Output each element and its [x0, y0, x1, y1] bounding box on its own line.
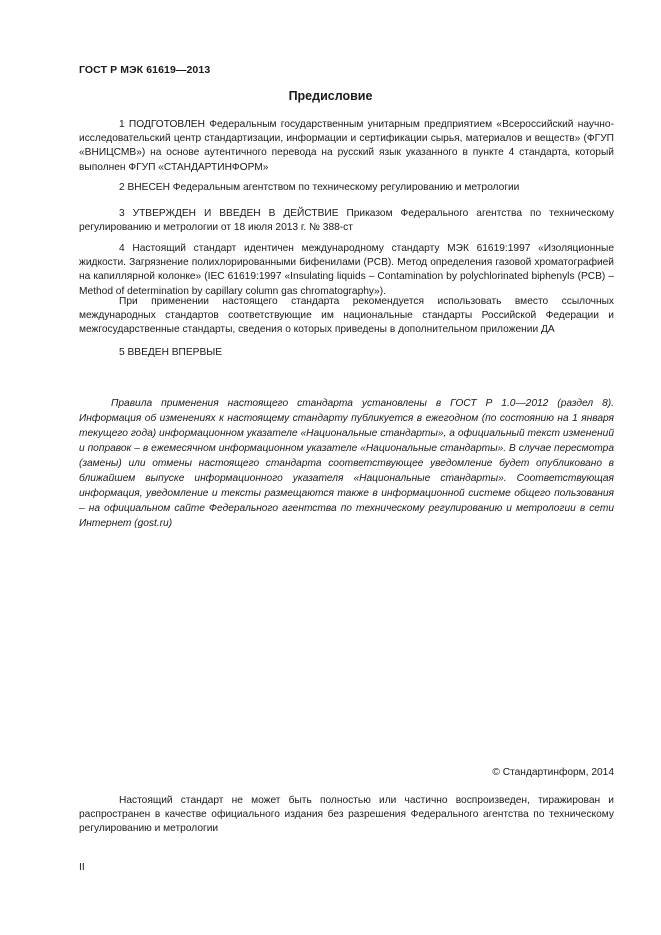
- copyright-line: © Стандартинформ, 2014: [492, 767, 614, 778]
- paragraph-first-introduced: 5 ВВЕДЕН ВПЕРВЫЕ: [119, 347, 223, 358]
- standard-code-header: ГОСТ Р МЭК 61619—2013: [79, 64, 211, 76]
- paragraph-introduced-by: 2 ВНЕСЕН Федеральным агентством по техническому регулированию и метрологии: [119, 182, 520, 193]
- page-title: Предисловие: [288, 89, 373, 103]
- paragraph-application-note: При применении настоящего стандарта рекомендуется использовать вместо ссылочных международных стандартов соответствующие им национальные стандарты Российской Федерации и межгосударственные стандарты, сведения о которых приведены в дополнительном приложении ДА: [79, 296, 614, 336]
- page-number: II: [79, 862, 85, 873]
- paragraph-approved: 3 УТВЕРЖДЕН И ВВЕДЕН В ДЕЙСТВИЕ Приказом Федерального агентства по техническому регулированию и метрологии от 18 июля 2013 г. № 388-ст: [79, 208, 614, 234]
- paragraph-identical-standard: 4 Настоящий стандарт идентичен международному стандарту МЭК 61619:1997 «Изоляционные жидкости. Загрязнение полихлорированными бифенилами (PCB). Метод определения газовой хроматографией на капиллярной колонке» (IEC 61619:1997 «Insulating liquids – Contamination by polychlorinated biphenyls (PCB) – Method of determination by capillary column gas chromatography»).: [79, 243, 614, 297]
- reproduction-notice: Настоящий стандарт не может быть полностью или частично воспроизведен, тиражирован и распространен в качестве официального издания без разрешения Федерального агентства по техническому регулированию и метрологии: [79, 795, 614, 835]
- paragraph-prepared-by: 1 ПОДГОТОВЛЕН Федеральным государственным унитарным предприятием «Всероссийский научно-исследовательский центр стандартизации, информации и сертификации сырья, материалов и веществ» (ФГУП «ВНИЦСМВ») на основе аутентичного перевода на русский язык указанного в пункте 4 стандарта, который выполнен ФГУП «СТАНДАРТИНФОРМ»: [79, 119, 614, 173]
- usage-rules-note: Правила применения настоящего стандарта установлены в ГОСТ Р 1.0—2012 (раздел 8). Информация об изменениях к настоящему стандарту публикуется в ежегодном (по состоянию на 1 января текущего года) информационном указателе «Национальные стандарты», а официальный текст изменений и поправок – в ежемесячном информационном указателе «Национальные стандарты». В случае пересмотра (замены) или отмены настоящего стандарта соответствующее уведомление будет опубликовано в ближайшем выпуске информационного указателя «Национальные стандарты». Соответствующая информация, уведомление и тексты размещаются также в информационной системе общего пользования – на официальном сайте Федерального агентства по техническому регулированию и метрологии в сети Интернет (gost.ru): [79, 398, 614, 529]
